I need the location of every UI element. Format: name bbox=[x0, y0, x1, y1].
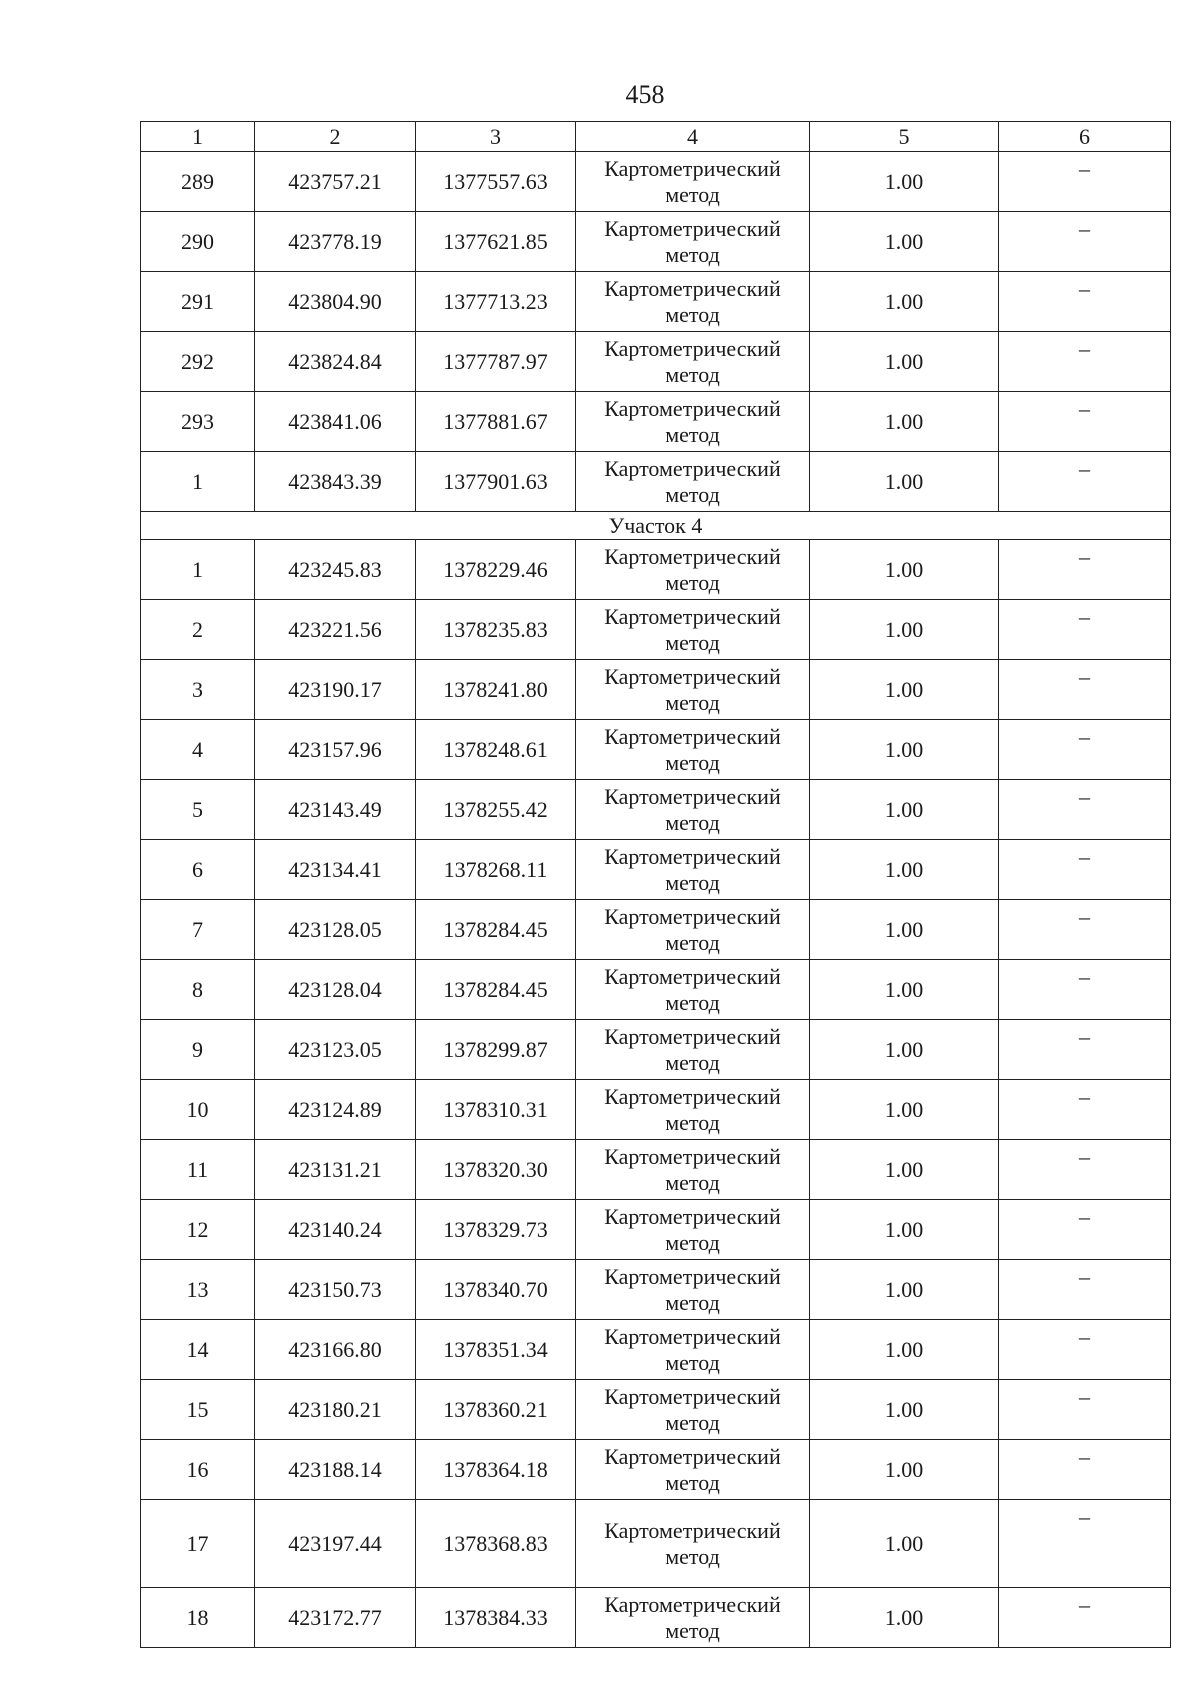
method-label-line1: Картометрический bbox=[604, 275, 781, 301]
y-coordinate-cell: 1378320.30 bbox=[416, 1140, 576, 1200]
description-cell: – bbox=[999, 1500, 1171, 1588]
method-label-line1: Картометрический bbox=[604, 1383, 781, 1409]
x-coordinate-cell: 423124.89 bbox=[255, 1080, 416, 1140]
point-number-cell: 2 bbox=[141, 600, 255, 660]
description-cell: – bbox=[999, 1320, 1171, 1380]
x-coordinate-cell: 423180.21 bbox=[255, 1380, 416, 1440]
x-coordinate-cell: 423804.90 bbox=[255, 272, 416, 332]
point-number-cell: 289 bbox=[141, 152, 255, 212]
method-cell bbox=[576, 332, 810, 392]
column-header: 5 bbox=[810, 122, 999, 152]
accuracy-cell: 1.00 bbox=[810, 392, 999, 452]
y-coordinate-cell: 1377621.85 bbox=[416, 212, 576, 272]
table-row bbox=[141, 1320, 1171, 1380]
y-coordinate-cell: 1377557.63 bbox=[416, 152, 576, 212]
method-label-line2: метод bbox=[665, 1229, 720, 1255]
x-coordinate-cell: 423172.77 bbox=[255, 1588, 416, 1648]
table-row bbox=[141, 720, 1171, 780]
method-label-line1: Картометрический bbox=[604, 395, 781, 421]
y-coordinate-cell: 1378241.80 bbox=[416, 660, 576, 720]
point-number-cell: 12 bbox=[141, 1200, 255, 1260]
method-label-line1: Картометрический bbox=[604, 1023, 781, 1049]
table-row bbox=[141, 1588, 1171, 1648]
y-coordinate-cell: 1378229.46 bbox=[416, 540, 576, 600]
point-number-cell: 6 bbox=[141, 840, 255, 900]
method-label-line2: метод bbox=[665, 1109, 720, 1135]
point-number-cell: 10 bbox=[141, 1080, 255, 1140]
table-row bbox=[141, 212, 1171, 272]
table-row bbox=[141, 1020, 1171, 1080]
column-header: 1 bbox=[141, 122, 255, 152]
accuracy-cell: 1.00 bbox=[810, 1140, 999, 1200]
y-coordinate-cell: 1378299.87 bbox=[416, 1020, 576, 1080]
y-coordinate-cell: 1377787.97 bbox=[416, 332, 576, 392]
method-label-line1: Картометрический bbox=[604, 783, 781, 809]
method-label-line1: Картометрический bbox=[604, 1143, 781, 1169]
description-cell: – bbox=[999, 1200, 1171, 1260]
method-label-line1: Картометрический bbox=[604, 663, 781, 689]
accuracy-cell: 1.00 bbox=[810, 1200, 999, 1260]
y-coordinate-cell: 1378340.70 bbox=[416, 1260, 576, 1320]
method-label-line2: метод bbox=[665, 1289, 720, 1315]
accuracy-cell: 1.00 bbox=[810, 1500, 999, 1588]
method-label-line2: метод bbox=[665, 481, 720, 507]
x-coordinate-cell: 423150.73 bbox=[255, 1260, 416, 1320]
accuracy-cell: 1.00 bbox=[810, 600, 999, 660]
method-cell bbox=[576, 1080, 810, 1140]
table-row bbox=[141, 1140, 1171, 1200]
method-label-line2: метод bbox=[665, 421, 720, 447]
method-label-line1: Картометрический bbox=[604, 215, 781, 241]
description-cell: – bbox=[999, 1080, 1171, 1140]
y-coordinate-cell: 1378284.45 bbox=[416, 900, 576, 960]
point-number-cell: 5 bbox=[141, 780, 255, 840]
point-number-cell: 13 bbox=[141, 1260, 255, 1320]
method-cell bbox=[576, 392, 810, 452]
table-row bbox=[141, 272, 1171, 332]
method-cell bbox=[576, 1320, 810, 1380]
y-coordinate-cell: 1378364.18 bbox=[416, 1440, 576, 1500]
method-cell bbox=[576, 1588, 810, 1648]
method-cell bbox=[576, 780, 810, 840]
y-coordinate-cell: 1378255.42 bbox=[416, 780, 576, 840]
method-cell bbox=[576, 1380, 810, 1440]
y-coordinate-cell: 1378351.34 bbox=[416, 1320, 576, 1380]
method-cell bbox=[576, 212, 810, 272]
method-label-line2: метод bbox=[665, 629, 720, 655]
table-row bbox=[141, 780, 1171, 840]
point-number-cell: 290 bbox=[141, 212, 255, 272]
description-cell: – bbox=[999, 332, 1171, 392]
x-coordinate-cell: 423128.05 bbox=[255, 900, 416, 960]
method-cell bbox=[576, 540, 810, 600]
description-cell: – bbox=[999, 1440, 1171, 1500]
section-row bbox=[141, 512, 1171, 540]
method-label-line1: Картометрический bbox=[604, 903, 781, 929]
description-cell: – bbox=[999, 272, 1171, 332]
accuracy-cell: 1.00 bbox=[810, 452, 999, 512]
method-label-line1: Картометрический bbox=[604, 963, 781, 989]
y-coordinate-cell: 1378284.45 bbox=[416, 960, 576, 1020]
table-row bbox=[141, 152, 1171, 212]
accuracy-cell: 1.00 bbox=[810, 780, 999, 840]
method-cell bbox=[576, 1500, 810, 1588]
point-number-cell: 293 bbox=[141, 392, 255, 452]
method-label-line2: метод bbox=[665, 689, 720, 715]
x-coordinate-cell: 423190.17 bbox=[255, 660, 416, 720]
point-number-cell: 14 bbox=[141, 1320, 255, 1380]
description-cell: – bbox=[999, 600, 1171, 660]
method-label-line1: Картометрический bbox=[604, 455, 781, 481]
x-coordinate-cell: 423841.06 bbox=[255, 392, 416, 452]
method-label-line2: метод bbox=[665, 1409, 720, 1435]
method-label-line1: Картометрический bbox=[604, 335, 781, 361]
accuracy-cell: 1.00 bbox=[810, 1020, 999, 1080]
method-cell bbox=[576, 960, 810, 1020]
accuracy-cell: 1.00 bbox=[810, 272, 999, 332]
y-coordinate-cell: 1377881.67 bbox=[416, 392, 576, 452]
table-row bbox=[141, 840, 1171, 900]
y-coordinate-cell: 1378310.31 bbox=[416, 1080, 576, 1140]
accuracy-cell: 1.00 bbox=[810, 960, 999, 1020]
column-header: 6 bbox=[999, 122, 1171, 152]
table-row bbox=[141, 452, 1171, 512]
point-number-cell: 8 bbox=[141, 960, 255, 1020]
accuracy-cell: 1.00 bbox=[810, 540, 999, 600]
table-row bbox=[141, 1260, 1171, 1320]
x-coordinate-cell: 423757.21 bbox=[255, 152, 416, 212]
accuracy-cell: 1.00 bbox=[810, 332, 999, 392]
table-row bbox=[141, 900, 1171, 960]
method-label-line1: Картометрический bbox=[604, 1263, 781, 1289]
description-cell: – bbox=[999, 840, 1171, 900]
table-row bbox=[141, 960, 1171, 1020]
method-label-line2: метод bbox=[665, 809, 720, 835]
description-cell: – bbox=[999, 212, 1171, 272]
method-cell bbox=[576, 1260, 810, 1320]
x-coordinate-cell: 423157.96 bbox=[255, 720, 416, 780]
method-cell bbox=[576, 1440, 810, 1500]
table-row bbox=[141, 1080, 1171, 1140]
method-cell bbox=[576, 840, 810, 900]
x-coordinate-cell: 423188.14 bbox=[255, 1440, 416, 1500]
method-label-line2: метод bbox=[665, 241, 720, 267]
method-label-line2: метод bbox=[665, 1543, 720, 1569]
method-label-line2: метод bbox=[665, 569, 720, 595]
method-label-line2: метод bbox=[665, 749, 720, 775]
method-cell bbox=[576, 660, 810, 720]
description-cell: – bbox=[999, 960, 1171, 1020]
description-cell: – bbox=[999, 540, 1171, 600]
method-cell bbox=[576, 720, 810, 780]
method-cell bbox=[576, 600, 810, 660]
accuracy-cell: 1.00 bbox=[810, 1380, 999, 1440]
method-label-line1: Картометрический bbox=[604, 1443, 781, 1469]
table-row bbox=[141, 332, 1171, 392]
description-cell: – bbox=[999, 1020, 1171, 1080]
method-label-line1: Картометрический bbox=[604, 1323, 781, 1349]
point-number-cell: 4 bbox=[141, 720, 255, 780]
method-cell bbox=[576, 900, 810, 960]
description-cell: – bbox=[999, 1140, 1171, 1200]
x-coordinate-cell: 423143.49 bbox=[255, 780, 416, 840]
x-coordinate-cell: 423166.80 bbox=[255, 1320, 416, 1380]
description-cell: – bbox=[999, 1260, 1171, 1320]
point-number-cell: 291 bbox=[141, 272, 255, 332]
point-number-cell: 11 bbox=[141, 1140, 255, 1200]
accuracy-cell: 1.00 bbox=[810, 1080, 999, 1140]
table-row bbox=[141, 1380, 1171, 1440]
method-label-line1: Картометрический bbox=[604, 723, 781, 749]
method-label-line2: метод bbox=[665, 929, 720, 955]
table-row bbox=[141, 540, 1171, 600]
y-coordinate-cell: 1378235.83 bbox=[416, 600, 576, 660]
method-cell bbox=[576, 1020, 810, 1080]
method-label-line2: метод bbox=[665, 1349, 720, 1375]
point-number-cell: 18 bbox=[141, 1588, 255, 1648]
description-cell: – bbox=[999, 152, 1171, 212]
method-label-line2: метод bbox=[665, 181, 720, 207]
y-coordinate-cell: 1378329.73 bbox=[416, 1200, 576, 1260]
method-label-line2: метод bbox=[665, 361, 720, 387]
accuracy-cell: 1.00 bbox=[810, 720, 999, 780]
table-row bbox=[141, 1200, 1171, 1260]
description-cell: – bbox=[999, 392, 1171, 452]
accuracy-cell: 1.00 bbox=[810, 1588, 999, 1648]
column-header: 3 bbox=[416, 122, 576, 152]
accuracy-cell: 1.00 bbox=[810, 212, 999, 272]
point-number-cell: 3 bbox=[141, 660, 255, 720]
table-body bbox=[141, 122, 1171, 1648]
description-cell: – bbox=[999, 1380, 1171, 1440]
x-coordinate-cell: 423824.84 bbox=[255, 332, 416, 392]
section-title: Участок 4 bbox=[141, 512, 1171, 540]
column-header: 4 bbox=[576, 122, 810, 152]
method-label-line1: Картометрический bbox=[604, 1203, 781, 1229]
accuracy-cell: 1.00 bbox=[810, 1260, 999, 1320]
description-cell: – bbox=[999, 1588, 1171, 1648]
point-number-cell: 17 bbox=[141, 1500, 255, 1588]
method-label-line2: метод bbox=[665, 301, 720, 327]
accuracy-cell: 1.00 bbox=[810, 152, 999, 212]
method-cell bbox=[576, 152, 810, 212]
y-coordinate-cell: 1378368.83 bbox=[416, 1500, 576, 1588]
accuracy-cell: 1.00 bbox=[810, 1440, 999, 1500]
description-cell: – bbox=[999, 900, 1171, 960]
description-cell: – bbox=[999, 720, 1171, 780]
point-number-cell: 15 bbox=[141, 1380, 255, 1440]
method-cell bbox=[576, 1140, 810, 1200]
accuracy-cell: 1.00 bbox=[810, 840, 999, 900]
method-label-line2: метод bbox=[665, 869, 720, 895]
x-coordinate-cell: 423221.56 bbox=[255, 600, 416, 660]
table-row bbox=[141, 1500, 1171, 1588]
method-label-line1: Картометрический bbox=[604, 543, 781, 569]
method-label-line2: метод bbox=[665, 989, 720, 1015]
header-row bbox=[141, 122, 1171, 152]
description-cell: – bbox=[999, 660, 1171, 720]
point-number-cell: 1 bbox=[141, 540, 255, 600]
y-coordinate-cell: 1377713.23 bbox=[416, 272, 576, 332]
method-label-line2: метод bbox=[665, 1049, 720, 1075]
page-number: 458 bbox=[625, 80, 665, 109]
method-label-line2: метод bbox=[665, 1617, 720, 1643]
description-cell: – bbox=[999, 780, 1171, 840]
y-coordinate-cell: 1378248.61 bbox=[416, 720, 576, 780]
x-coordinate-cell: 423778.19 bbox=[255, 212, 416, 272]
x-coordinate-cell: 423197.44 bbox=[255, 1500, 416, 1588]
method-label-line1: Картометрический bbox=[604, 843, 781, 869]
coordinates-table bbox=[140, 121, 1171, 1648]
point-number-cell: 9 bbox=[141, 1020, 255, 1080]
y-coordinate-cell: 1378268.11 bbox=[416, 840, 576, 900]
method-cell bbox=[576, 1200, 810, 1260]
table-row bbox=[141, 660, 1171, 720]
point-number-cell: 7 bbox=[141, 900, 255, 960]
method-label-line1: Картометрический bbox=[604, 1083, 781, 1109]
table-row bbox=[141, 392, 1171, 452]
method-label-line1: Картометрический bbox=[604, 1517, 781, 1543]
method-label-line1: Картометрический bbox=[604, 1591, 781, 1617]
method-label-line2: метод bbox=[665, 1469, 720, 1495]
y-coordinate-cell: 1378384.33 bbox=[416, 1588, 576, 1648]
x-coordinate-cell: 423128.04 bbox=[255, 960, 416, 1020]
y-coordinate-cell: 1378360.21 bbox=[416, 1380, 576, 1440]
x-coordinate-cell: 423245.83 bbox=[255, 540, 416, 600]
point-number-cell: 1 bbox=[141, 452, 255, 512]
method-cell bbox=[576, 272, 810, 332]
x-coordinate-cell: 423843.39 bbox=[255, 452, 416, 512]
description-cell: – bbox=[999, 452, 1171, 512]
method-cell bbox=[576, 452, 810, 512]
accuracy-cell: 1.00 bbox=[810, 1320, 999, 1380]
point-number-cell: 16 bbox=[141, 1440, 255, 1500]
accuracy-cell: 1.00 bbox=[810, 900, 999, 960]
method-label-line1: Картометрический bbox=[604, 603, 781, 629]
method-label-line1: Картометрический bbox=[604, 155, 781, 181]
y-coordinate-cell: 1377901.63 bbox=[416, 452, 576, 512]
x-coordinate-cell: 423134.41 bbox=[255, 840, 416, 900]
method-label-line2: метод bbox=[665, 1169, 720, 1195]
x-coordinate-cell: 423140.24 bbox=[255, 1200, 416, 1260]
x-coordinate-cell: 423123.05 bbox=[255, 1020, 416, 1080]
table-row bbox=[141, 1440, 1171, 1500]
table-row bbox=[141, 600, 1171, 660]
x-coordinate-cell: 423131.21 bbox=[255, 1140, 416, 1200]
accuracy-cell: 1.00 bbox=[810, 660, 999, 720]
column-header: 2 bbox=[255, 122, 416, 152]
point-number-cell: 292 bbox=[141, 332, 255, 392]
